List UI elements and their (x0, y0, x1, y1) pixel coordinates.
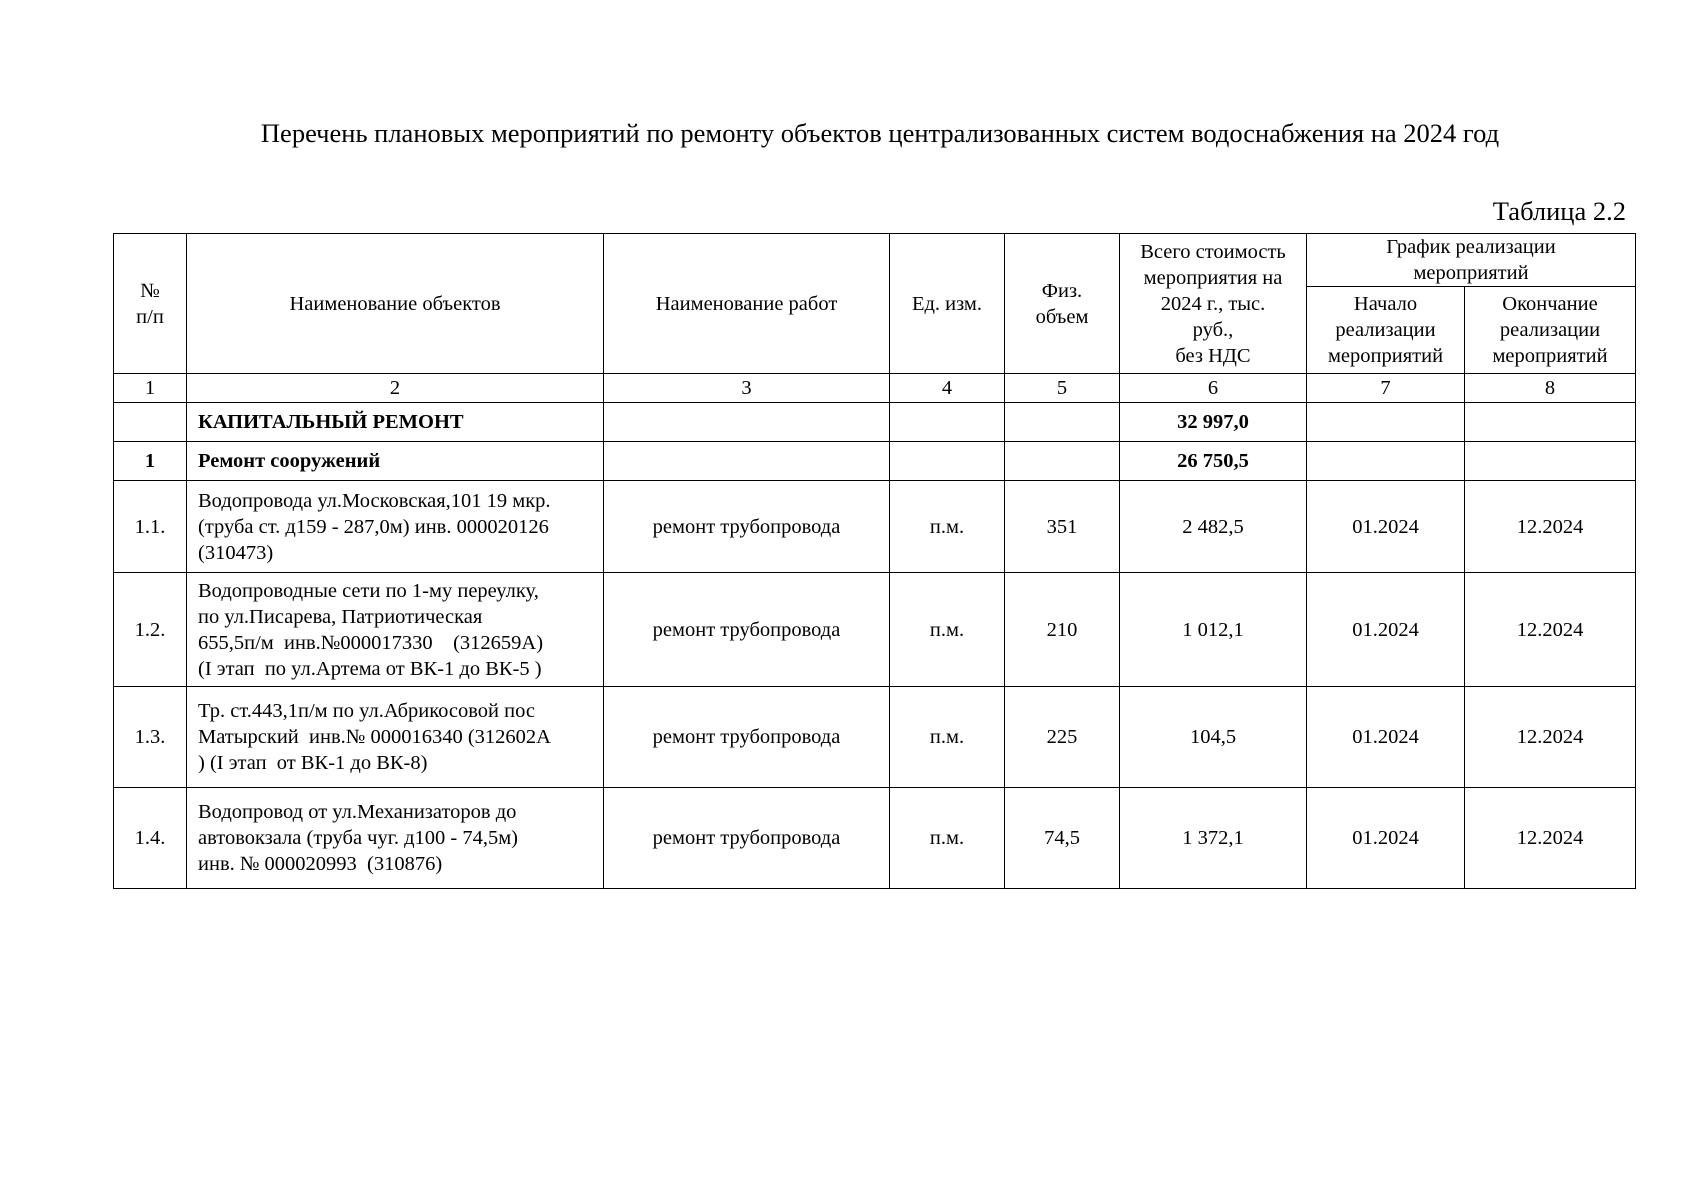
row-unit: п.м. (890, 573, 1005, 687)
row-unit: п.м. (890, 687, 1005, 788)
row-object: Тр. ст.443,1п/м по ул.Абрикосовой пос Матырский инв.№ 000016340 (312602А ) (I этап от ВК-1 до ВК-8) (187, 687, 604, 788)
header-end: Окончание реализации мероприятий (1465, 287, 1636, 374)
header-object-name: Наименование объектов (187, 234, 604, 374)
document-title: Перечень плановых мероприятий по ремонту объектов централизованных систем водоснабжения на 2024 год (260, 118, 1500, 148)
column-number: 2 (187, 374, 604, 403)
row-end: 12.2024 (1465, 687, 1636, 788)
capital-repair-row (114, 403, 1636, 442)
row-start: 01.2024 (1307, 573, 1465, 687)
row-cost: 1 012,1 (1120, 573, 1307, 687)
section-row (114, 442, 1636, 481)
row-volume: 225 (1005, 687, 1120, 788)
table-row (114, 481, 1636, 573)
column-number: 6 (1120, 374, 1307, 403)
row-object: Водопровода ул.Московская,101 19 мкр. (труба ст. д159 - 287,0м) инв. 000020126 (310473) (187, 481, 604, 573)
section-num: 1 (114, 442, 187, 481)
row-num: 1.2. (114, 573, 187, 687)
table-number-label: Таблица 2.2 (1492, 196, 1626, 226)
section-label: Ремонт сооружений (187, 442, 604, 481)
row-num: 1.4. (114, 788, 187, 889)
section-total: 26 750,5 (1120, 442, 1307, 481)
row-volume: 351 (1005, 481, 1120, 573)
column-number: 7 (1307, 374, 1465, 403)
row-start: 01.2024 (1307, 687, 1465, 788)
row-cost: 1 372,1 (1120, 788, 1307, 889)
row-num: 1.1. (114, 481, 187, 573)
row-object: Водопровод от ул.Механизаторов до автовокзала (труба чуг. д100 - 74,5м) инв. № 000020993 (310876) (187, 788, 604, 889)
row-unit: п.м. (890, 481, 1005, 573)
column-number: 1 (114, 374, 187, 403)
row-work: ремонт трубопровода (604, 687, 890, 788)
row-num: 1.3. (114, 687, 187, 788)
works-table (113, 233, 1636, 889)
column-number: 4 (890, 374, 1005, 403)
table-row (114, 573, 1636, 687)
column-number-row (114, 374, 1636, 403)
table-row (114, 687, 1636, 788)
row-work: ремонт трубопровода (604, 573, 890, 687)
row-start: 01.2024 (1307, 788, 1465, 889)
row-unit: п.м. (890, 788, 1005, 889)
row-object: Водопроводные сети по 1-му переулку, по ул.Писарева, Патриотическая 655,5п/м инв.№000017330 (312659А) (I этап по ул.Артема от ВК-1 до ВК-5 ) (187, 573, 604, 687)
column-number: 8 (1465, 374, 1636, 403)
row-work: ремонт трубопровода (604, 788, 890, 889)
header-cost: Всего стоимость мероприятия на 2024 г., тыс. руб., без НДС (1120, 234, 1307, 374)
header-num: № п/п (114, 234, 187, 374)
row-end: 12.2024 (1465, 481, 1636, 573)
header-volume: Физ. объем (1005, 234, 1120, 374)
row-volume: 210 (1005, 573, 1120, 687)
header-schedule: График реализации мероприятий (1307, 234, 1636, 287)
row-end: 12.2024 (1465, 788, 1636, 889)
row-volume: 74,5 (1005, 788, 1120, 889)
row-start: 01.2024 (1307, 481, 1465, 573)
row-cost: 104,5 (1120, 687, 1307, 788)
row-end: 12.2024 (1465, 573, 1636, 687)
header-start: Начало реализации мероприятий (1307, 287, 1465, 374)
capital-repair-label: КАПИТАЛЬНЫЙ РЕМОНТ (187, 403, 604, 442)
header-unit: Ед. изм. (890, 234, 1005, 374)
header-row-1 (114, 234, 1636, 287)
capital-repair-total: 32 997,0 (1120, 403, 1307, 442)
table-row (114, 788, 1636, 889)
header-work-name: Наименование работ (604, 234, 890, 374)
row-cost: 2 482,5 (1120, 481, 1307, 573)
row-work: ремонт трубопровода (604, 481, 890, 573)
column-number: 5 (1005, 374, 1120, 403)
column-number: 3 (604, 374, 890, 403)
